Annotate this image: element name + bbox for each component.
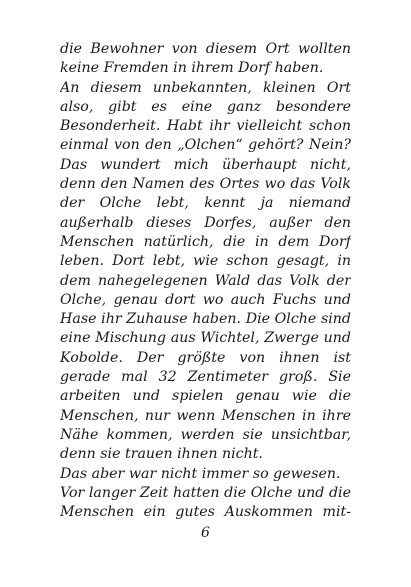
text-line: Besonderheit. Habt ihr vielleicht schon — [60, 118, 351, 135]
page-number: 6 — [201, 525, 210, 541]
text-line: also, gibt es eine ganz besondere — [60, 98, 351, 115]
text-line: Vor langer Zeit hatten die Olche und die — [60, 484, 351, 501]
text-line: leben. Dort lebt, wie schon gesagt, in — [60, 253, 351, 270]
text-line: Menschen natürlich, die in dem Dorf — [60, 233, 351, 250]
text-line: Das wundert mich überhaupt nicht, — [60, 156, 351, 173]
text-line: die Bewohner von diesem Ort wollten — [60, 41, 351, 57]
text-line: eine Mischung aus Wichtel, Zwerge und — [60, 330, 351, 347]
text-line: der Olche lebt, kennt ja niemand — [60, 195, 351, 212]
text-line: gerade mal 32 Zentimeter groß. Sie — [60, 369, 351, 386]
body-text — [60, 40, 351, 522]
text-line: Hase ihr Zuhause haben. Die Olche sind — [60, 311, 351, 328]
text-line: denn den Namen des Ortes wo das Volk — [60, 176, 351, 193]
text-line: denn sie trauen ihnen nicht. — [60, 446, 263, 463]
text-line: Menschen, nur wenn Menschen in ihre — [60, 407, 351, 424]
text-line: Das aber war nicht immer so gewesen. — [60, 465, 341, 482]
text-line: keine Fremden in ihrem Dorf haben. — [60, 60, 324, 77]
text-line: Kobolde. Der größte von ihnen ist — [60, 349, 351, 366]
text-line: Menschen ein gutes Auskommen mit- — [60, 504, 351, 521]
text-line: arbeiten und spielen genau wie die — [60, 388, 351, 405]
text-line: einmal von den „Olchen“ gehört? Nein? — [60, 137, 351, 154]
text-line: dem nahegelegenen Wald das Volk der — [60, 272, 351, 289]
text-line: Olche, genau dort wo auch Fuchs und — [60, 291, 351, 308]
text-line: An diesem unbekannten, kleinen Ort — [60, 79, 351, 96]
text-line: außerhalb dieses Dorfes, außer den — [60, 214, 351, 231]
text-line: Nähe kommen, werden sie unsichtbar, — [60, 426, 351, 443]
